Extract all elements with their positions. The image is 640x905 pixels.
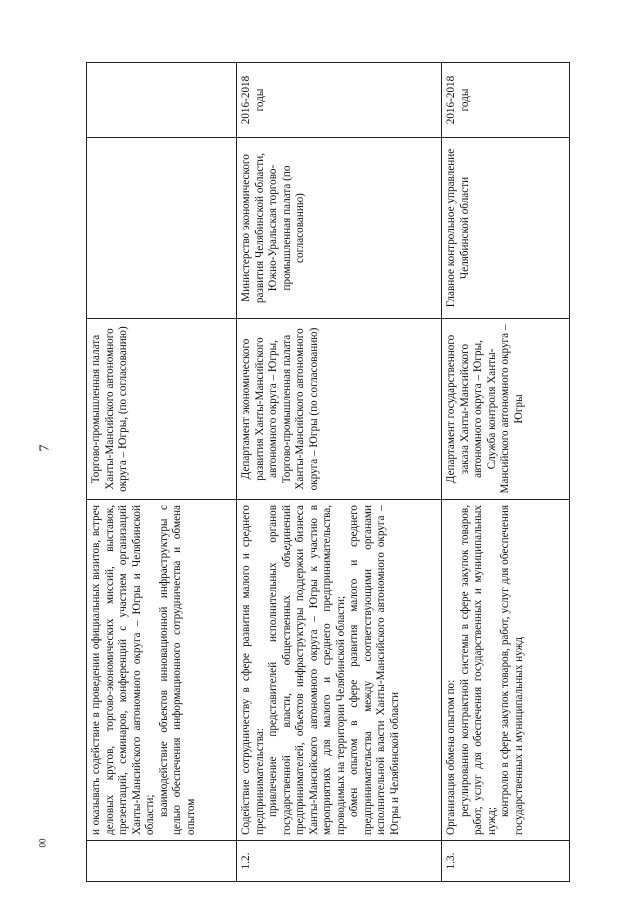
- page-number: 7: [37, 444, 53, 452]
- row-description: [87, 500, 237, 841]
- term: [87, 63, 237, 138]
- row-number: 1.3.: [442, 841, 570, 882]
- executor-yugra: Торгово-промышленная палата Ханты-Мансийского автономного округа – Югры, (по согласованию): [87, 319, 237, 500]
- executor-chelyabinsk: Главное контрольное управление Челябинской области: [442, 138, 570, 319]
- executor-yugra: Департамент экономического развития Ханты-Мансийского автономного округа – Югры, Торгово-промышленная палата Ханты-Мансийского автономного округа – Югры (по согласованию): [237, 319, 442, 500]
- executor-chelyabinsk: [87, 138, 237, 319]
- plan-table: [86, 62, 570, 882]
- executor-chelyabinsk: Министерство экономического развития Челябинской области, Южно-Уральская торгово-промышленная палата (по согласованию): [237, 138, 442, 319]
- table-row: [442, 63, 570, 882]
- footer-mark: 00: [37, 838, 48, 848]
- term: 2016-2018 годы: [442, 63, 570, 138]
- desc-paragraph: регулированию контрактной системы в сфере закупок товаров, работ, услуг для обеспечения государственных и муниципальных нужд;: [458, 505, 498, 835]
- desc-paragraph: и оказывать содействие в проведении официальных визитов, встреч деловых кругов, торгово-экономических миссий, выставок, презентаций, семинаров, конференций с участием организаций Ханты-Мансийского автономного округа – Югры и Челябинской области;: [90, 505, 156, 835]
- row-description: [442, 500, 570, 841]
- desc-paragraph: Организация обмена опытом по:: [445, 679, 457, 835]
- desc-paragraph: взаимодействие объектов инновационной инфраструктуры с целью обеспечения информационного сотрудничества и обмена опытом: [157, 505, 197, 835]
- row-number: [87, 841, 237, 882]
- desc-paragraph: контролю в сфере закупок товаров, работ, услуг для обеспечения государственных и муниципальных нужд: [499, 505, 525, 835]
- desc-paragraph: привлечение представителей исполнительных органов государственной власти, общественных объединений предпринимателей, объектов инфраструктуры поддержки бизнеса Ханты-Мансийского автономного округа – Югры к участию в мероприятиях для малого и среднего предпринимательства, проводимых на территории Челябинской области;: [267, 505, 347, 835]
- term: 2016-2018 годы: [237, 63, 442, 138]
- executor-yugra: Департамент государственного заказа Ханты-Мансийского автономного округа – Югры, Служба контроля Ханты-Мансийского автономного округа – Югры: [442, 319, 570, 500]
- row-description: [237, 500, 442, 841]
- desc-paragraph: Содействие сотрудничеству в сфере развития малого и среднего предпринимательства:: [240, 505, 266, 835]
- rotated-sheet: [86, 62, 570, 882]
- table-row: [237, 63, 442, 882]
- desc-paragraph: обмен опытом в сфере развития малого и среднего предпринимательства между соответствующими органами исполнительной власти Ханты-Мансийского автономного округа – Югры и Челябинской области: [348, 505, 401, 835]
- row-number: 1.2.: [237, 841, 442, 882]
- table-row: [87, 63, 237, 882]
